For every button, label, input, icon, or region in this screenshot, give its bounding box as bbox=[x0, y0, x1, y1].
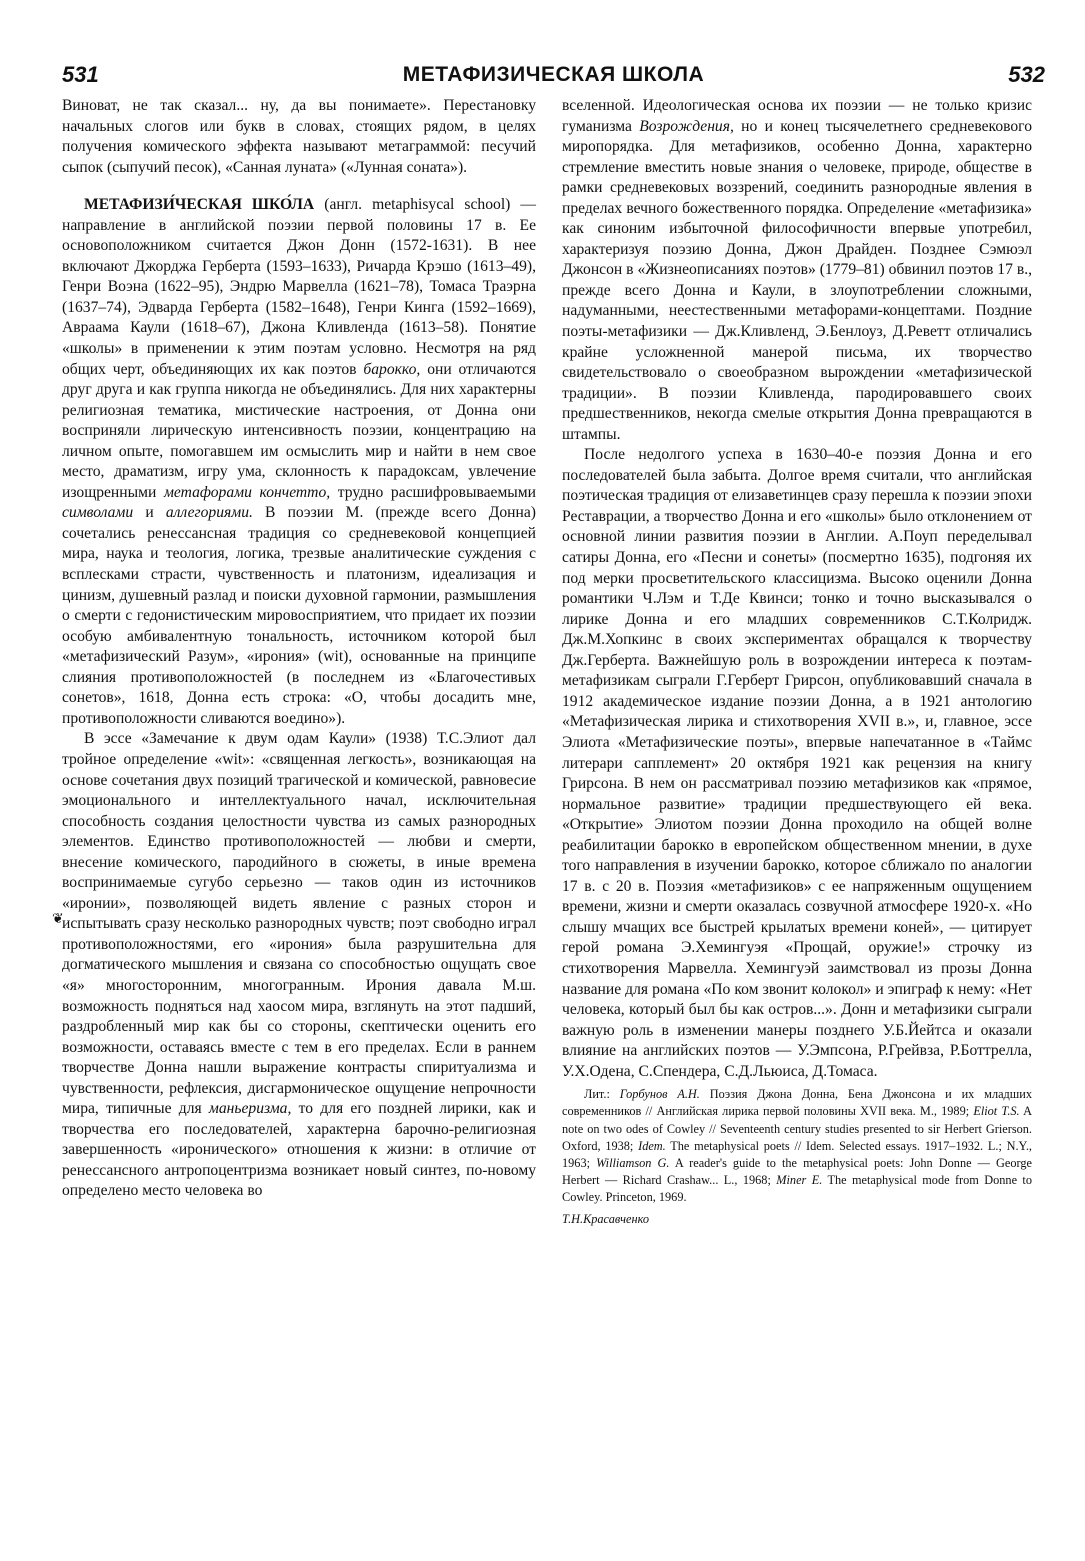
bib-text: A note on two odes of Cowley // Seventeenth century studies presented to sir Herbert Grierson. Oxford, 1938; bbox=[562, 1104, 1032, 1153]
bib-author: Idem. bbox=[638, 1138, 666, 1153]
text-run: то для его поздней лирики, как и творчества его последователей, характерна барочно-религиозная завершенность «иронического» отношения к жизни: в отличие от ренессансного антропоцентризма возникает новый синтез, по-новому определено место человека во bbox=[62, 1100, 536, 1200]
left-page-number: 531 bbox=[62, 62, 99, 87]
article-author bbox=[562, 1211, 1032, 1228]
text-run: (англ. metaphisycal school) — направление в английской поэзии первой половины 17 в. Ее основоположником считается Джон Донн (1572-1631). В нее включают Джорджа Герберта (1593–1633), Ричарда Крэшо (1613–49), Генри Воэна (1622–95), Эндрю Марвелла (1621–78), Томаса Траэрна (1637–74), Эдварда Герберта (1582–1648), Генри Кинга (1592–1669), Авраама Каули (1618–67), Джона Кливленда (1613–58). Понятие «школы» в применении к этим поэтам условно. Несмотря на ряд общих черт, объединяющих их как поэтов bbox=[62, 196, 537, 378]
author-signature: Т.Н.Красавченко bbox=[562, 1211, 650, 1226]
paragraph bbox=[62, 729, 536, 1202]
text-run: В поэзии М. (прежде всего Донна) сочетались ренессансная традиция со средневековой концепцией мира, наука и теология, логика, трезвые аналитические суждения с всплесками страсти, чувственность и платонизм, идеализация и цинизм, душевный разлад и поиски духовной гармонии, размышления о смерти с гедонистическим мировосприятием, что придает их поэзии особую амбивалентную тональность, источником которой был «метафизический Разум», «ирония» (wit), основанные на принципе слияния противоположностей (в последнем из «Благочестивых сонетов», 1618, Донна есть строка: «О, чтобы досадить мне, противоположности сливаются воедино»). bbox=[62, 504, 536, 727]
text-run: но и конец тысячелетнего средневекового миропорядка. Для метафизиков, особенно Донна, характерно стремление вместить новые знания о человеке, природе, обществе в рамки средневековых воззрений, соединить разнородные явления в пределах вечного божественного порядка. Определение «метафизика» как синоним избыточной философичности впервые употребил, характеризуя поэзию Донна, Джон Драйден. Позднее Сэмюэл Джонсон в «Жизнеописаниях поэтов» (1779–81) обвинил поэтов 17 в., прежде всего Донна и Каули, в злоупотреблении сложными, надуманными, неестественными метафорами-концептами. Поздние поэты-метафизики — Дж.Кливленд, Э.Бенлоуз, Д.Реветт отличались крайне усложненной манерой письма, их творчество свидетельствовало о своеобразном вырождении «метафизической традиции». В поэзии Кливленда, пародировавшего своих предшественников, некогда смелые открытия Донна превращаются в штампы. bbox=[562, 117, 1032, 443]
text-run: они отличаются друг друга и как группа никогда не объединялись. Для них характерны религиозная тематика, мистические настроения, от Донна они восприняли лирическую интенсивность поэзии, концентрацию на личном опыте, помогавшем им осмыслить мир и найти в нем свое место, драматизм, игру ума, склонность к парадоксам, увлечение изощренными bbox=[62, 360, 536, 501]
margin-mark-icon: ❦ bbox=[52, 912, 64, 927]
right-column bbox=[562, 96, 1032, 1228]
bib-text: The metaphysical poets // Idem. Selected essays. 1917–1932. L.; N.Y., 1963; bbox=[562, 1138, 1033, 1171]
paragraph: После недолгого успеха в 1630–40-е поэзия Донна и его последователей была забыта. Долгое время считали, что английская поэтическая традиция от елизаветинцев сразу перешла к поэзии эпохи Реставрации, а творчество Донна и его «школы» было отклонением от основной линии развития поэзии в Англии. А.Поуп переделывал сатиры Донна, его «Песни и сонеты» (посмертно 1635), подгоняя их под мерки просветительского классицизма. Высоко оценили Донна романтики Ч.Лэм и Т.Де Квинси; тонко и точно высказывался о лирике Донна и его младших современников С.Т.Колридж. Дж.М.Хопкинс в своих экспериментах обращался к творчеству Дж.Герберта. Важнейшую роль в возрождении интереса к поэтам-метафизикам сыграли Г.Герберт Грирсон, опубликовавший сначала в 1912 академическое издание поэзии Донна, а в 1921 антологию «Метафизическая лирика и стихотворения XVII в.», и, главное, эссе Элиота «Метафизические поэты», впервые напечатанное в «Таймс литерари сапплемент» 20 октября 1921 как рецензия на книгу Грирсона. В нем он рассматривал поэзию метафизиков как «прямое, нормальное развитие» традиции предшествующего ей века. «Открытие» Элиотом поэзии Донна проходило на общей волне реабилитации барокко в европейском общественном мнении, в духе того направления в изучении барокко, которое сближало по аналогии 17 в. с 20 в. Поэзия «метафизиков» с ее напряженным ощущением времени, жизни и смерти оказалась созвучной атмосфере 1920-х. «Но слышу мчащих все быстрей крылатых времени коней», — цитирует герой романа Э.Хемингуэя «Прощай, оружие!» строчку из стихотворения Марвелла. Хемингуэй заимствовал из прозы Донна название для романа «По ком звонит колокол» и эпиграф к нему: «Нет человека, который был бы как остров...». Донн и метафизики сыграли важную роль в изменении манеры позднего У.Б.Йейтса и оказали влияние на английских поэтов — У.Эмпсона, Р.Грейвза, Р.Боттрелла, У.Х.Одена, С.Спендера, С.Д.Льюиса, Д.Томаса. bbox=[562, 446, 1032, 1080]
cross-reference: символами bbox=[62, 504, 134, 522]
page-header bbox=[62, 58, 1045, 92]
bib-text: A reader's guide to the metaphysical poets: John Donne — George Herbert — Richard Crashaw... L., 1968; bbox=[562, 1156, 1032, 1188]
left-column bbox=[62, 96, 536, 1202]
bibliography bbox=[562, 1086, 1032, 1206]
cross-reference: барокко, bbox=[363, 360, 421, 378]
running-title: МЕТАФИЗИЧЕСКАЯ ШКОЛА bbox=[402, 63, 705, 86]
bib-author: Eliot T.S. bbox=[973, 1104, 1020, 1119]
text-run: трудно расшифровываемыми bbox=[330, 483, 536, 501]
text-run: и bbox=[133, 504, 166, 522]
bibliography-label: Лит.: bbox=[584, 1087, 610, 1102]
cross-reference: аллегориями. bbox=[165, 504, 253, 522]
bib-author: Williamson G. bbox=[596, 1156, 670, 1171]
bib-text: The metaphysical mode from Donne to Cowley. Princeton, 1969. bbox=[562, 1173, 1032, 1205]
text-run: вселенной. Идеологическая основа их поэзии — не только кризис гуманизма bbox=[562, 97, 1032, 135]
right-page-number: 532 bbox=[1008, 62, 1045, 87]
paragraph-continuation: Виноват, не так сказал... ну, да вы понимаете». Перестановку начальных слогов или букв в словах, стоящих рядом, в целях получения комического эффекта называют метаграммой: песучий сыпок (сыпучий песок), «Санная луната» («Лунная соната»). bbox=[62, 97, 536, 176]
paragraph-continuation bbox=[562, 96, 1032, 445]
entry-paragraph bbox=[62, 195, 536, 729]
bib-text: Поэзия Джона Донна, Бена Джонсона и их младших современников // Английская лирика первой половины XVII века. М., 1989; bbox=[562, 1087, 1033, 1119]
cross-reference: Возрождения, bbox=[639, 117, 734, 135]
entry-term: МЕТАФИЗИ́ЧЕСКАЯ ШКО́ЛА bbox=[84, 196, 315, 214]
text-run: В эссе «Замечание к двум одам Каули» (1938) Т.С.Элиот дал тройное определение «wit»: «священная легкость», возникающая на основе сочетания двух позиций трагической и комической, равновесие эмоционального и интеллектуального начал, исключительная способность создания целостности чувства из самых разнородных элементов. Единство противоположностей — любви и смерти, внесение комического, пародийного в сюжеты, в иные времена воспринимаемые сугубо серьезно — таков один из источников «иронии», позволяющей видеть явление с разных сторон и испытывать сразу несколько разнородных чувств; поэт свободно играл противоположностями, его «ирония» была разрушительна для догматического мышления и связана со способностью ощущать свое «я» многосторонним, многогранным. Ирония давала М.ш. возможность подняться над хаосом мира, взглянуть на этот падший, раздробленный мир как бы со стороны, скептически оценить его возможности, оставаясь вместе с тем в его пределах. Если в раннем творчестве Донна нашли выражение контрасты спиритуализма и чувственности, рефлексия, дисгармоническое ощущение непрочности мира, типичные для bbox=[62, 730, 536, 1118]
cross-reference: метафорами кончетто, bbox=[163, 483, 331, 501]
bib-author: Горбунов А.Н. bbox=[619, 1087, 700, 1102]
bib-author: Miner E. bbox=[776, 1173, 823, 1188]
cross-reference: маньеризма, bbox=[208, 1100, 292, 1118]
